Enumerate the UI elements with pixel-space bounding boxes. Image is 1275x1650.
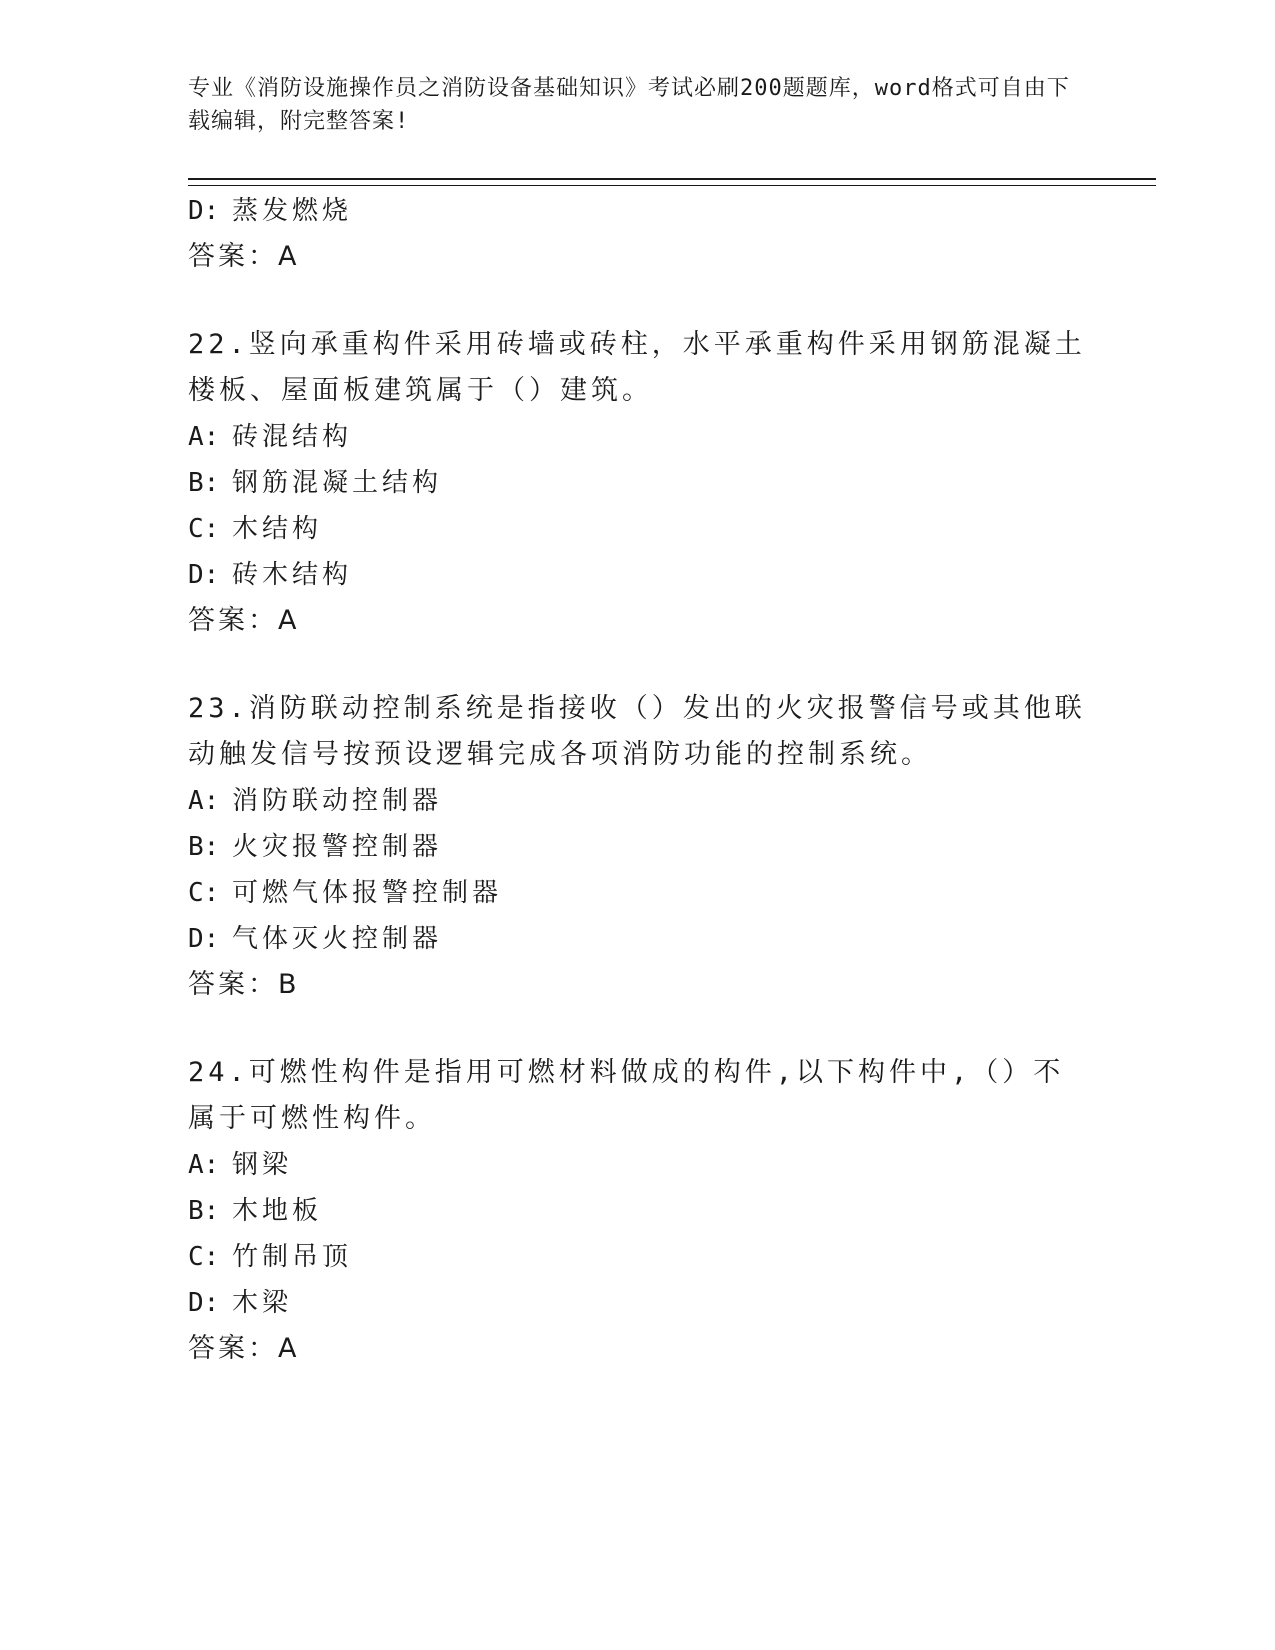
question-list [188,188,1088,1372]
option-a [188,778,1088,824]
option-b [188,824,1088,870]
question-24 [188,1050,1088,1372]
option-d [188,916,1088,962]
option-label: C: [188,878,220,908]
option-label: B: [188,1196,220,1226]
option-text: 蒸发燃烧 [232,196,353,226]
option-text: 砖木结构 [232,560,353,590]
option-label: D: [188,560,220,590]
option-text: 木地板 [232,1196,323,1226]
option-label: D: [188,196,220,226]
option-c [188,1234,1088,1280]
question-22 [188,322,1088,644]
option-text: 可燃气体报警控制器 [232,878,503,908]
option-text: 木梁 [232,1288,293,1318]
option-c [188,870,1088,916]
option-text: 消防联动控制器 [232,786,443,816]
option-label: C: [188,1242,220,1272]
option-b [188,460,1088,506]
option-label: D: [188,1288,220,1318]
question-text: 24.可燃性构件是指用可燃材料做成的构件,以下构件中,（）不属于可燃性构件。 [188,1057,1065,1134]
option-label: A: [188,1150,220,1180]
header-divider [188,178,1156,186]
option-text: 钢梁 [232,1150,293,1180]
option-label: C: [188,514,220,544]
option-text: 砖混结构 [232,422,353,452]
page-header: 专业《消防设施操作员之消防设备基础知识》考试必刷200题题库，word格式可自由下载编辑，附完整答案! [188,76,1070,134]
option-b [188,1188,1088,1234]
answer-line: 答案：A [188,241,300,272]
option-text: 竹制吊顶 [232,1242,353,1272]
answer-line: 答案：B [188,969,300,1000]
option-a [188,1142,1088,1188]
question-text: 22.竖向承重构件采用砖墙或砖柱，水平承重构件采用钢筋混凝土楼板、屋面板建筑属于（）建筑。 [188,329,1086,406]
option-text: 气体灭火控制器 [232,924,443,954]
option-text: 木结构 [232,514,323,544]
option-d [188,1280,1088,1326]
option-label: D: [188,924,220,954]
option-label: A: [188,786,220,816]
question-text: 23.消防联动控制系统是指接收（）发出的火灾报警信号或其他联动触发信号按预设逻辑完成各项消防功能的控制系统。 [188,693,1086,770]
answer-line: 答案：A [188,1333,300,1364]
option-text: 火灾报警控制器 [232,832,443,862]
answer-line: 答案：A [188,605,300,636]
option-c [188,506,1088,552]
option-a [188,414,1088,460]
option-label: B: [188,832,220,862]
option-text: 钢筋混凝土结构 [232,468,443,498]
option-d [188,552,1088,598]
option-label: A: [188,422,220,452]
question-23 [188,686,1088,1008]
option-d [188,188,1088,234]
option-label: B: [188,468,220,498]
